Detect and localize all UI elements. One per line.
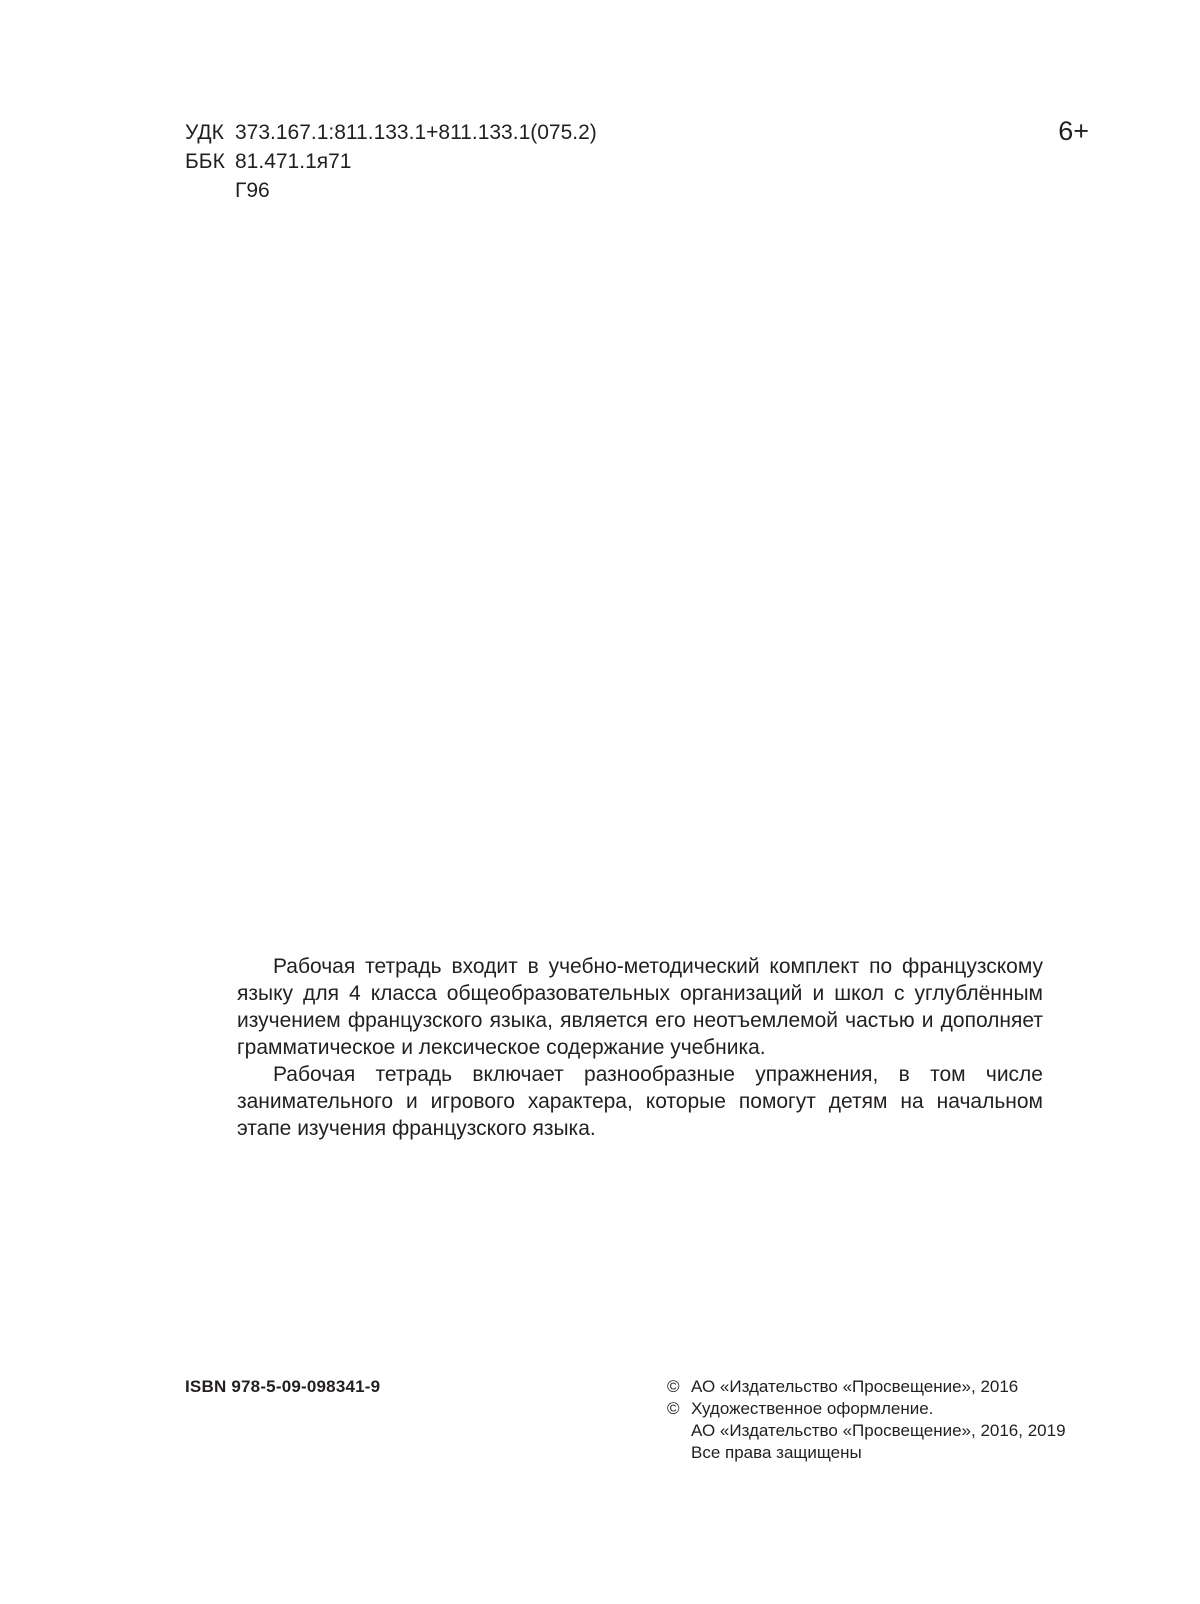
udk-row [185,118,597,147]
annotation-paragraph-1: Рабочая тетрадь входит в учебно-методический комплект по французскому языку для 4 класса общеобразовательных организаций и школ с углублённым изучением французского языка, является его неотъемлемой частью и дополняет грамматическое и лексическое содержание учебника. [237,955,1043,1059]
copyright-text-4: Все права защищены [691,1443,862,1462]
classification-block [185,118,597,205]
copyright-text-1: АО «Издательство «Просвещение», 2016 [691,1377,1019,1396]
author-mark: Г96 [235,179,270,202]
udk-label: УДК [185,121,224,144]
copyright-icon: © [667,1377,680,1396]
copyright-text-2: Художественное оформление. [691,1399,934,1418]
copyright-block [667,1376,1066,1464]
copyright-line-4 [667,1442,1066,1464]
bbk-value: 81.471.1я71 [235,150,352,173]
age-rating: 6+ [1058,116,1089,146]
copyright-line-1 [667,1376,1066,1398]
author-mark-row [185,176,597,205]
copyright-text-3: АО «Издательство «Просвещение», 2016, 2019 [691,1421,1066,1440]
bbk-label: ББК [185,150,225,173]
isbn-value: 978-5-09-098341-9 [231,1377,381,1396]
copyright-line-2 [667,1398,1066,1420]
isbn-label: ISBN [185,1377,227,1396]
copyright-line-3 [667,1420,1066,1442]
udk-value: 373.167.1:811.133.1+811.133.1(075.2) [235,121,597,144]
annotation-text [237,953,1043,1142]
bbk-row [185,147,597,176]
annotation-paragraph-2: Рабочая тетрадь включает разнообразные упражнения, в том числе занимательного и игрового характера, которые помогут детям на начальном этапе изучения французского языка. [237,1063,1043,1140]
copyright-icon: © [667,1399,680,1418]
isbn [185,1377,380,1397]
